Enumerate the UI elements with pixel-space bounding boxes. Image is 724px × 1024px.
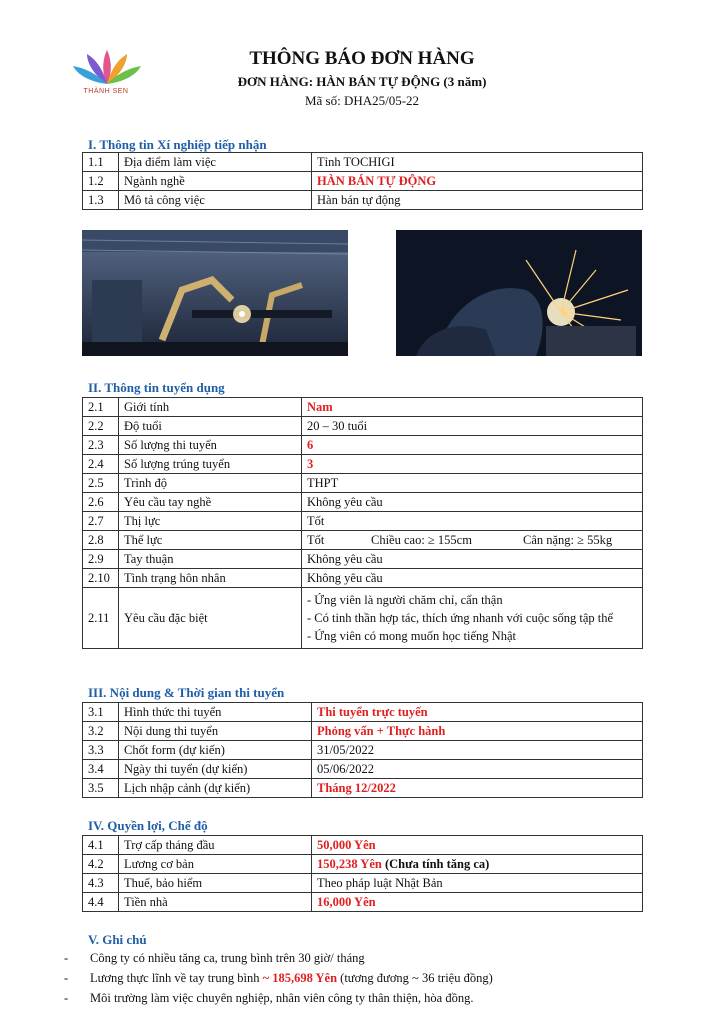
row-value: Theo pháp luật Nhật Bản [312,874,643,893]
table-row [83,531,643,550]
table-row [83,855,643,874]
net-salary-highlight: ~ 185,698 Yên [262,971,338,985]
row-number: 2.4 [83,455,119,474]
section-4-table [82,835,643,912]
row-value: Tỉnh TOCHIGI [312,153,643,172]
note-text: Lương thực lĩnh về tay trung bình [90,971,263,985]
row-number: 2.8 [83,531,119,550]
row-number: 2.2 [83,417,119,436]
notes-list [64,948,493,1008]
row-number: 2.9 [83,550,119,569]
height-requirement: Chiều cao: ≥ 155cm [371,532,472,547]
row-value: 3 [302,455,643,474]
table-row [83,455,643,474]
row-number: 2.11 [83,588,119,649]
bullet: - [64,971,69,985]
physique-value: Tốt [307,532,325,547]
table-row [83,893,643,912]
section-3-title: III. Nội dung & Thời gian thi tuyển [88,685,285,700]
table-row [83,569,643,588]
section-2-table [82,397,643,649]
bullet: - [64,991,69,1005]
order-subtitle: ĐƠN HÀNG: HÀN BÁN TỰ ĐỘNG (3 năm) [237,74,487,89]
row-label: Thị lực [119,512,302,531]
row-number: 1.2 [83,172,119,191]
row-value: Không yêu cầu [302,550,643,569]
table-row [83,153,643,172]
table-row [83,550,643,569]
row-number: 3.1 [83,703,119,722]
row-label: Tiền nhà [119,893,312,912]
row-number: 3.3 [83,741,119,760]
table-row [83,474,643,493]
row-number: 3.2 [83,722,119,741]
row-value: Tháng 12/2022 [312,779,643,798]
row-label: Độ tuổi [119,417,302,436]
row-number: 2.10 [83,569,119,588]
row-label: Yêu cầu tay nghề [119,493,302,512]
row-value: 6 [302,436,643,455]
factory-photo-robots [82,230,348,356]
table-row [83,398,643,417]
requirement-line: - Có tinh thần hợp tác, thích ứng nhanh với cuộc sống tập thể [307,611,614,625]
list-item [64,988,493,1008]
row-label: Nội dung thi tuyển [119,722,312,741]
row-label: Ngành nghề [119,172,312,191]
row-label: Tình trạng hôn nhân [119,569,302,588]
section-3-table [82,702,643,798]
row-value: 05/06/2022 [312,760,643,779]
weight-requirement: Cân nặng: ≥ 55kg [523,532,613,547]
row-value: 50,000 Yên [312,836,643,855]
order-code: Mã số: DHA25/05-22 [304,93,420,108]
section-5-title: V. Ghi chú [88,932,147,947]
row-label: Lịch nhập cảnh (dự kiến) [119,779,312,798]
row-value: Tốt [302,512,643,531]
salary-note: (Chưa tính tăng ca) [384,856,490,871]
row-number: 4.1 [83,836,119,855]
table-row [83,588,643,649]
table-row [83,191,643,210]
row-label: Số lượng thi tuyển [119,436,302,455]
table-row [83,703,643,722]
row-label: Chốt form (dự kiến) [119,741,312,760]
row-value: Thi tuyển trực tuyến [312,703,643,722]
table-row [83,417,643,436]
salary-value: 150,238 Yên [317,856,382,871]
row-number: 2.6 [83,493,119,512]
requirement-line: - Ứng viên có mong muốn học tiếng Nhật [307,629,516,643]
row-value: 31/05/2022 [312,741,643,760]
row-label: Trình độ [119,474,302,493]
requirement-line: - Ứng viên là người chăm chỉ, cẩn thận [307,593,503,607]
row-label: Lương cơ bản [119,855,312,874]
row-value [312,855,643,874]
row-number: 3.4 [83,760,119,779]
row-label: Mô tả công việc [119,191,312,210]
table-row [83,493,643,512]
list-item [64,968,493,988]
row-label: Trợ cấp tháng đầu [119,836,312,855]
note-text: Công ty có nhiều tăng ca, trung bình trên 30 giờ/ tháng [90,951,365,965]
logo-text: THÀNH SEN [83,88,129,95]
row-label: Yêu cầu đặc biệt [119,588,302,649]
table-row [83,722,643,741]
row-label: Ngày thi tuyển (dự kiến) [119,760,312,779]
list-item [64,948,493,968]
row-number: 1.3 [83,191,119,210]
row-label: Địa điểm làm việc [119,153,312,172]
table-row [83,172,643,191]
table-row [83,741,643,760]
row-value: Không yêu cầu [302,569,643,588]
row-value [302,531,643,550]
row-value: 16,000 Yên [312,893,643,912]
row-number: 2.3 [83,436,119,455]
table-row [83,512,643,531]
row-value: 20 – 30 tuổi [302,417,643,436]
row-value: Nam [302,398,643,417]
row-label: Thuế, bảo hiểm [119,874,312,893]
row-number: 2.5 [83,474,119,493]
row-number: 4.4 [83,893,119,912]
row-label: Giới tính [119,398,302,417]
row-label: Thể lực [119,531,302,550]
section-1-title: I. Thông tin Xí nghiệp tiếp nhận [88,137,267,152]
note-text: Môi trường làm việc chuyên nghiệp, nhân viên công ty thân thiện, hòa đồng. [90,991,474,1005]
row-label: Hình thức thi tuyển [119,703,312,722]
section-2-title: II. Thông tin tuyển dụng [88,380,225,395]
row-value [302,588,643,649]
row-value: Không yêu cầu [302,493,643,512]
row-number: 2.7 [83,512,119,531]
section-4-title: IV. Quyền lợi, Chế độ [88,818,208,833]
table-row [83,874,643,893]
row-number: 2.1 [83,398,119,417]
welding-photo [396,230,642,356]
section-1-table [82,152,643,210]
row-number: 4.2 [83,855,119,874]
row-label: Số lượng trúng tuyển [119,455,302,474]
page-title: THÔNG BÁO ĐƠN HÀNG [249,48,475,69]
row-number: 3.5 [83,779,119,798]
row-number: 1.1 [83,153,119,172]
table-row [83,760,643,779]
table-row [83,779,643,798]
note-text: (tương đương ~ 36 triệu đồng) [337,971,493,985]
row-number: 4.3 [83,874,119,893]
row-value: Phỏng vấn + Thực hành [312,722,643,741]
row-value: Hàn bán tự động [312,191,643,210]
row-value: HÀN BÁN TỰ ĐỘNG [312,172,643,191]
bullet: - [64,951,69,965]
row-value: THPT [302,474,643,493]
row-label: Tay thuận [119,550,302,569]
table-row [83,836,643,855]
table-row [83,436,643,455]
